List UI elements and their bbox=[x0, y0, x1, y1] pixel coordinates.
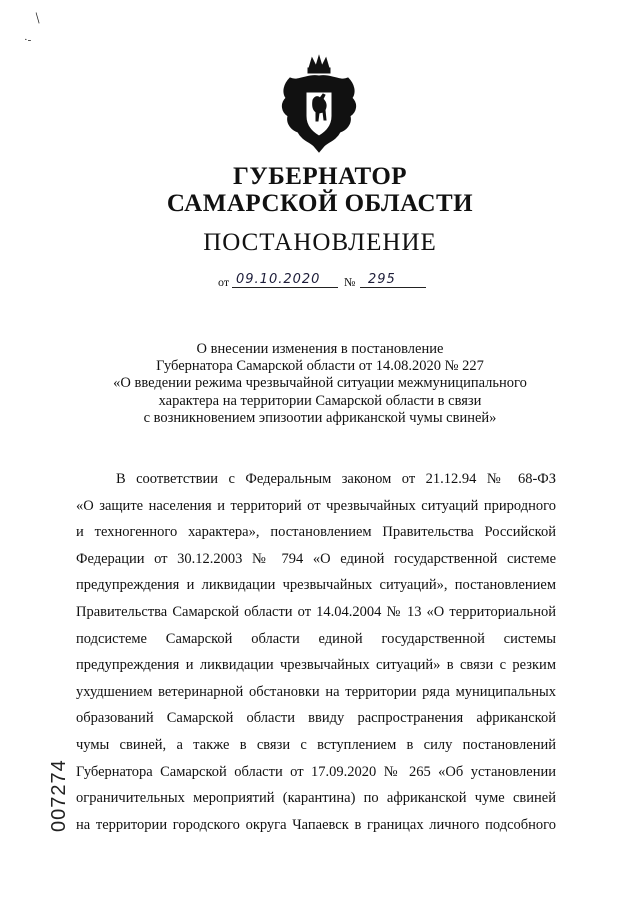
body-line: предупреждения и ликвидации чрезвычайных ситуаций» в связи с резким bbox=[76, 657, 556, 674]
scan-dot-mark: ·‐ bbox=[24, 34, 32, 46]
date-prefix-label: от bbox=[218, 275, 230, 289]
body-line: и техногенного характера», постановлением Правительства Российской bbox=[76, 524, 556, 541]
number-underline bbox=[360, 287, 426, 288]
date-underline bbox=[232, 287, 338, 288]
body-line: «О защите населения и территорий от чрезвычайных ситуаций природного bbox=[76, 497, 556, 514]
subject-line: с возникновением эпизоотии африканской чумы свиней» bbox=[143, 409, 497, 426]
body-line: ограничительных мероприятий (карантина) по африканской чуме свиней bbox=[76, 790, 556, 807]
body-line: Губернатора Самарской области от 17.09.2020 № 265 «Об установлении bbox=[76, 763, 556, 780]
number-prefix-label: № bbox=[344, 275, 356, 289]
body-paragraph bbox=[76, 466, 556, 838]
body-line: подсистеме Самарской области единой государственной системы bbox=[76, 630, 556, 647]
body-line: Правительства Самарской области от 14.04.2004 № 13 «О территориальной bbox=[76, 603, 556, 620]
handwritten-date: 09.10.2020 bbox=[236, 272, 321, 287]
subject-line: «О введении режима чрезвычайной ситуации межмуниципального bbox=[113, 375, 527, 392]
body-line: ухудшением ветеринарной обстановки на территории ряда муниципальных bbox=[76, 683, 556, 700]
body-line: образований Самарской области ввиду распространения африканской bbox=[76, 710, 556, 727]
subject-line: О внесении изменения в постановление bbox=[196, 341, 444, 357]
body-line: В соответствии с Федеральным законом от 21.12.94 № 68-ФЗ bbox=[116, 471, 556, 487]
body-line: предупреждения и ликвидации чрезвычайных ситуаций», постановлением bbox=[76, 577, 556, 594]
document-subject bbox=[60, 341, 580, 427]
handwritten-number: 295 bbox=[368, 272, 396, 287]
authority-title-line-2: САМАРСКОЙ ОБЛАСТИ bbox=[166, 190, 474, 217]
side-serial-number: 007274 bbox=[48, 759, 70, 832]
subject-line: Губернатора Самарской области от 14.08.2020 № 227 bbox=[156, 358, 484, 375]
body-line: на территории городского округа Чапаевск в границах личного подсобного bbox=[76, 816, 556, 833]
subject-line: характера на территории Самарской области в связи bbox=[158, 392, 482, 409]
body-line: Федерации от 30.12.2003 № 794 «О единой государственной системе bbox=[76, 550, 556, 567]
document-type-heading: ПОСТАНОВЛЕНИЕ bbox=[203, 229, 437, 256]
coat-of-arms-emblem bbox=[276, 54, 362, 154]
scan-pen-mark: / bbox=[31, 10, 45, 27]
authority-title-line-1: ГУБЕРНАТОР bbox=[232, 163, 408, 190]
body-line: чумы свиней, а также в связи с вступлением в силу постановлений bbox=[76, 736, 556, 753]
